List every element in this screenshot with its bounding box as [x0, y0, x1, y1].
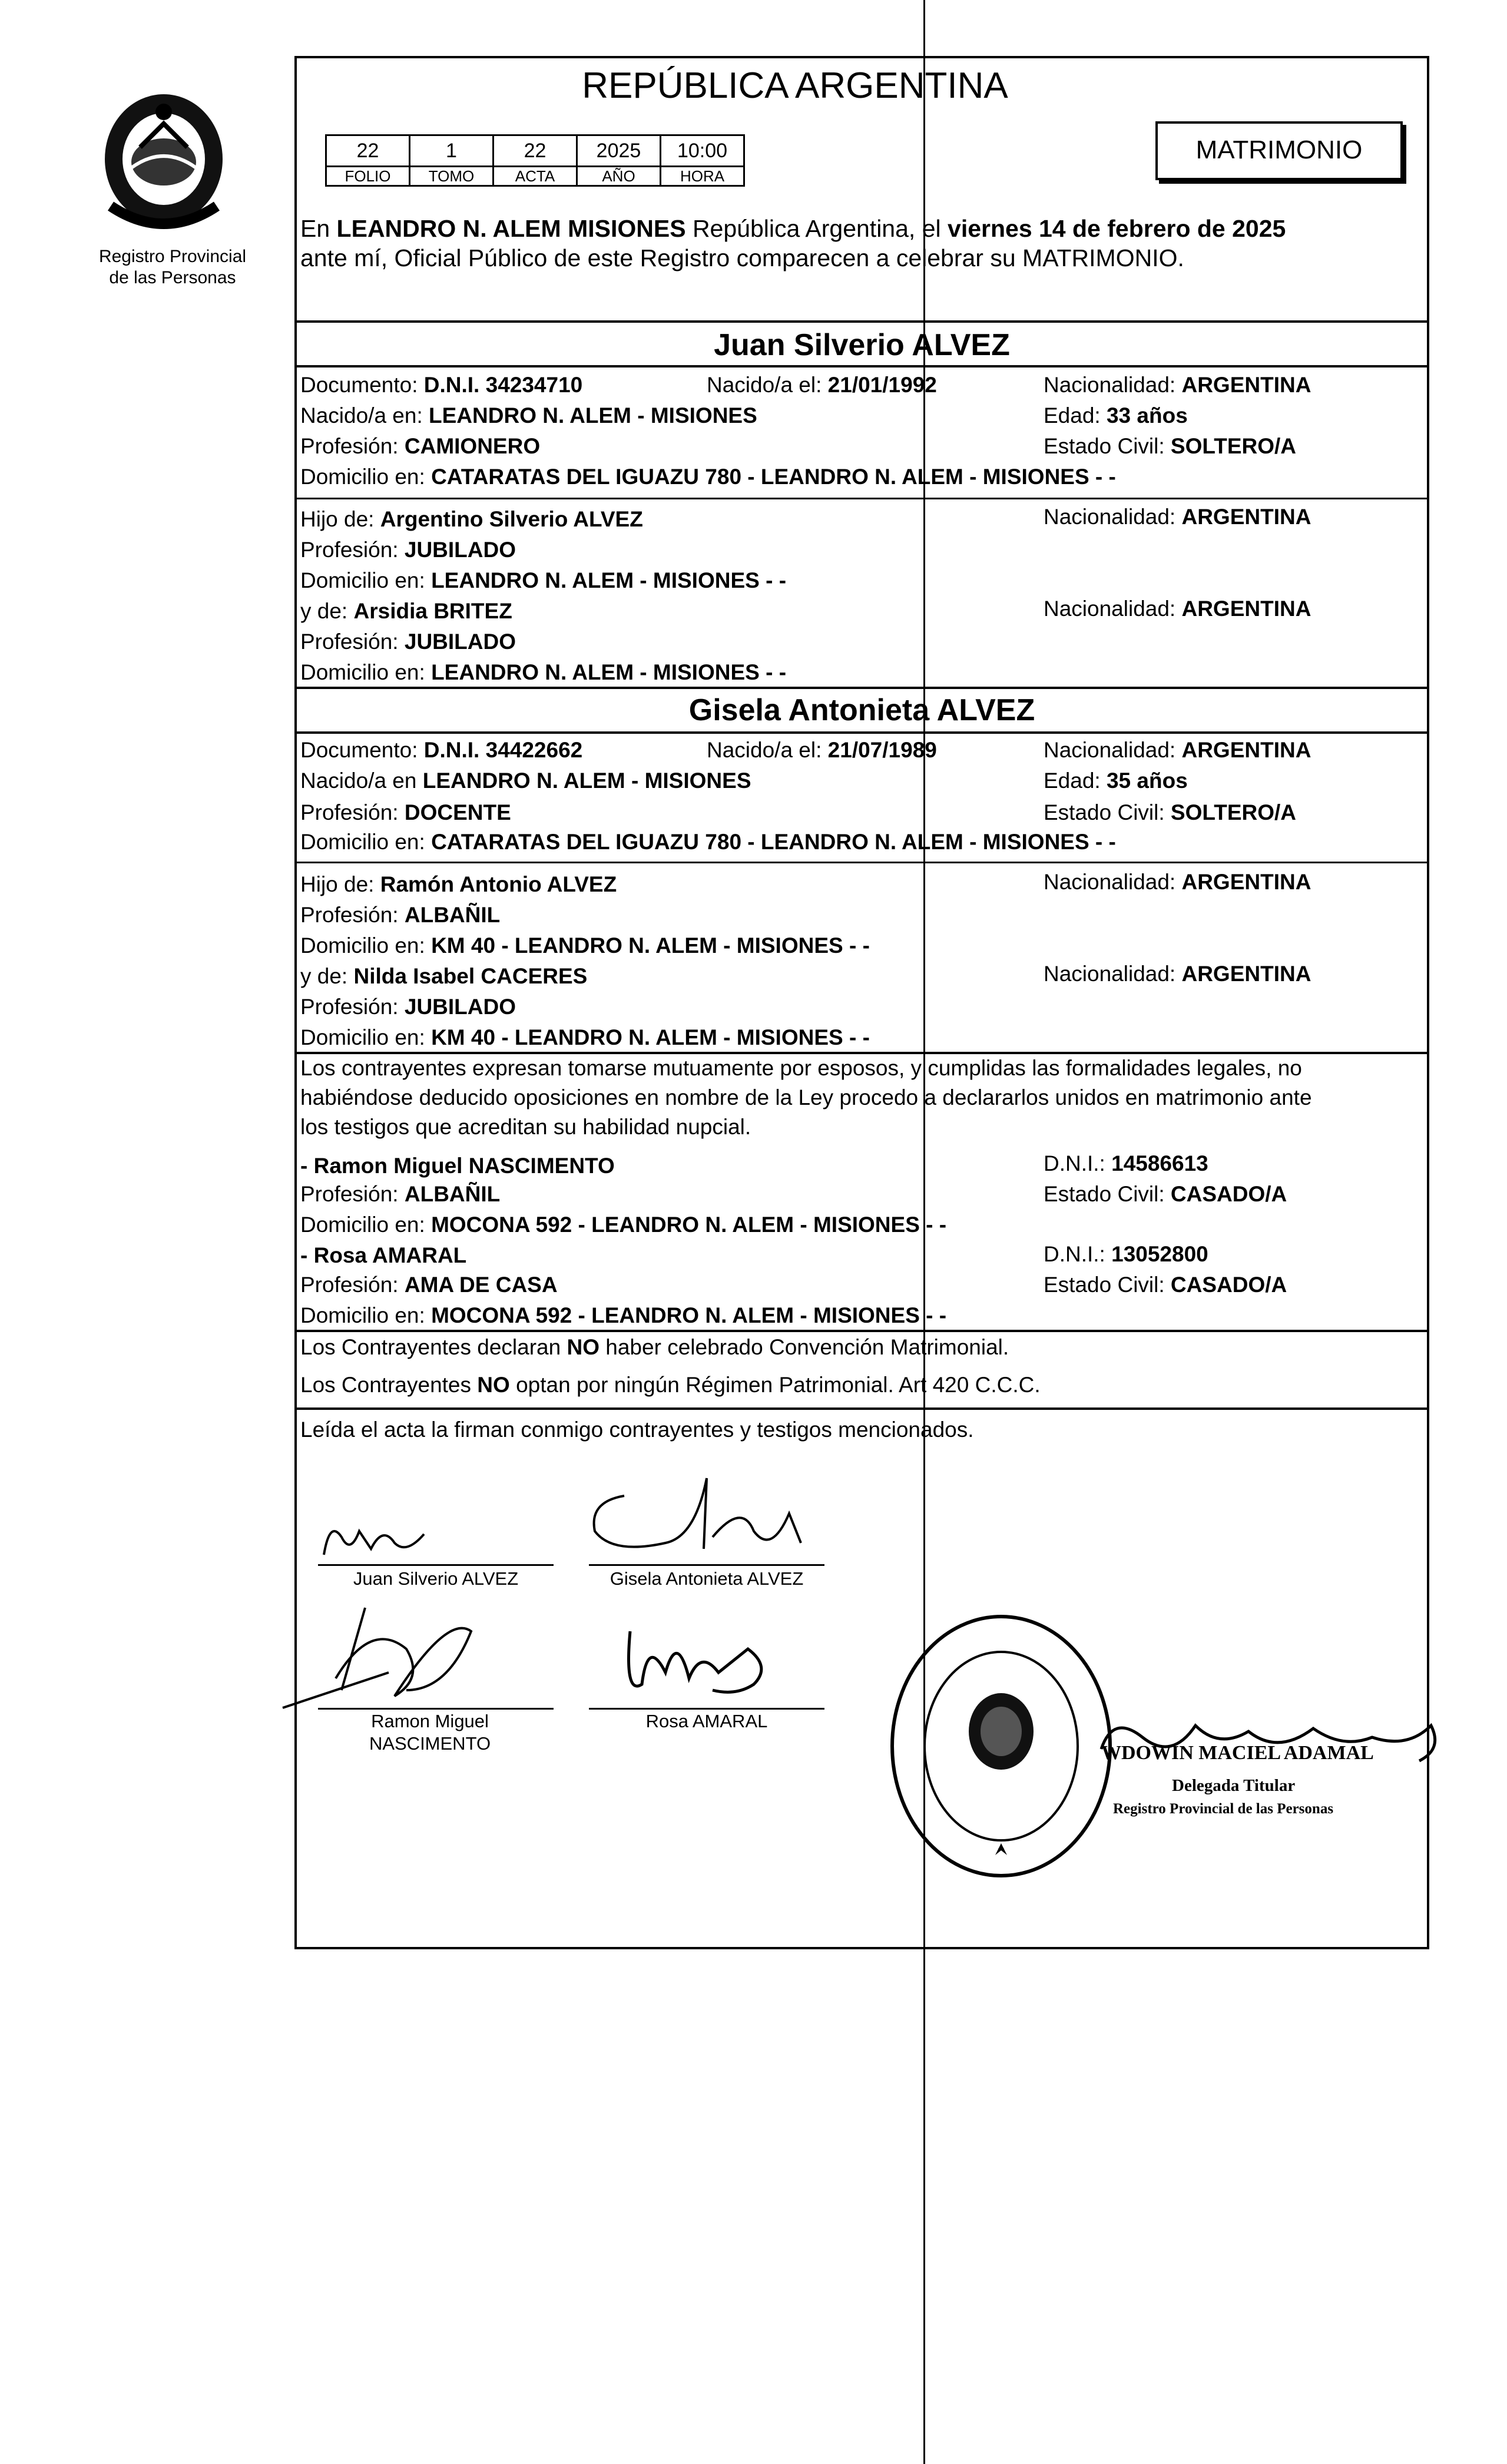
spouse2-father-profession: Profesión: ALBAÑIL	[300, 903, 501, 927]
spouse2-address: Domicilio en: CATARATAS DEL IGUAZU 780 - LEANDRO N. ALEM - MISIONES - -	[300, 830, 1116, 854]
spouse1-birthplace: Nacido/a en: LEANDRO N. ALEM - MISIONES	[300, 403, 757, 428]
spouse2-age: Edad: 35 años	[1044, 769, 1188, 793]
spouse2-name: Gisela Antonieta ALVEZ	[688, 693, 1035, 727]
convention-line-1: Los Contrayentes declaran NO haber celebrado Convención Matrimonial.	[300, 1335, 1009, 1359]
spouse1-civil-status: Estado Civil: SOLTERO/A	[1044, 434, 1297, 458]
divider	[294, 365, 1429, 367]
acta-value: 22	[492, 134, 578, 167]
signature-line	[589, 1708, 824, 1710]
page-title: REPÚBLICA ARGENTINA	[582, 65, 1008, 106]
witness2-address: Domicilio en: MOCONA 592 - LEANDRO N. ALEM - MISIONES - -	[300, 1303, 947, 1327]
spouse2-mother: y de: Nilda Isabel CACERES	[300, 964, 588, 988]
signature-gisela	[577, 1466, 824, 1567]
declaration-line-1: Los contrayentes expresan tomarse mutuamente por esposos, y cumplidas las formalidades legales, no	[300, 1056, 1302, 1080]
signature-line	[318, 1708, 554, 1710]
witness1-name: - Ramon Miguel NASCIMENTO	[300, 1154, 615, 1178]
intro-line-1	[300, 214, 1286, 243]
anio-label: AÑO	[576, 165, 661, 187]
spouse1-father-nationality: Nacionalidad: ARGENTINA	[1044, 505, 1311, 529]
hora-value: 10:00	[660, 134, 745, 167]
signature-rosa	[618, 1614, 795, 1702]
act-type-label: MATRIMONIO	[1195, 135, 1363, 164]
signature-caption-gisela: Gisela Antonieta ALVEZ	[610, 1568, 804, 1589]
spouse2-profession: Profesión: DOCENTE	[300, 800, 511, 824]
intro-prefix: En	[300, 215, 337, 242]
witness1-civil-status: Estado Civil: CASADO/A	[1044, 1182, 1287, 1206]
spouse1-profession: Profesión: CAMIONERO	[300, 434, 541, 458]
signature-caption-rosa: Rosa AMARAL	[645, 1711, 768, 1731]
divider	[294, 687, 1429, 689]
spouse1-father-profession: Profesión: JUBILADO	[300, 538, 516, 562]
tomo-label: TOMO	[409, 165, 494, 187]
spouse2-father: Hijo de: Ramón Antonio ALVEZ	[300, 872, 617, 896]
divider	[294, 731, 1429, 734]
convention-line-2: Los Contrayentes NO optan por ningún Régimen Patrimonial. Art 420 C.C.C.	[300, 1373, 1041, 1397]
tomo-value: 1	[409, 134, 494, 167]
signature-caption-juan: Juan Silverio ALVEZ	[353, 1568, 519, 1589]
signature-line	[318, 1564, 554, 1566]
spouse2-document: Documento: D.N.I. 34422662	[300, 738, 583, 762]
spouse1-mother-address: Domicilio en: LEANDRO N. ALEM - MISIONES - -	[300, 660, 787, 684]
spouse2-birthdate: Nacido/a el: 21/07/1989	[707, 738, 937, 762]
witness2-name: - Rosa AMARAL	[300, 1243, 467, 1267]
spouse1-father: Hijo de: Argentino Silverio ALVEZ	[300, 507, 643, 531]
anio-value: 2025	[576, 134, 661, 167]
spouse2-mother-nationality: Nacionalidad: ARGENTINA	[1044, 962, 1311, 986]
witness2-dni: D.N.I.: 13052800	[1044, 1242, 1208, 1266]
spouse2-birthplace: Nacido/a en LEANDRO N. ALEM - MISIONES	[300, 769, 751, 793]
spouse1-address: Domicilio en: CATARATAS DEL IGUAZU 780 - LEANDRO N. ALEM - MISIONES - -	[300, 465, 1116, 489]
spouse2-mother-profession: Profesión: JUBILADO	[300, 995, 516, 1019]
witness1-dni: D.N.I.: 14586613	[1044, 1151, 1208, 1175]
folio-label: FOLIO	[325, 165, 410, 187]
witness1-profession: Profesión: ALBAÑIL	[300, 1182, 501, 1206]
divider	[294, 498, 1429, 499]
intro-middle: República Argentina, el	[685, 215, 948, 242]
witness2-civil-status: Estado Civil: CASADO/A	[1044, 1273, 1287, 1297]
hora-label: HORA	[660, 165, 745, 187]
signature-ramon	[271, 1596, 554, 1714]
province-logo	[87, 88, 240, 247]
witness1-address: Domicilio en: MOCONA 592 - LEANDRO N. ALEM - MISIONES - -	[300, 1213, 947, 1237]
spouse2-mother-address: Domicilio en: KM 40 - LEANDRO N. ALEM - MISIONES - -	[300, 1025, 870, 1049]
spouse2-father-nationality: Nacionalidad: ARGENTINA	[1044, 870, 1311, 894]
registry-seal	[883, 1608, 1119, 1885]
spouse2-civil-status: Estado Civil: SOLTERO/A	[1044, 800, 1297, 824]
divider	[294, 320, 1429, 323]
declaration-line-3: los testigos que acreditan su habilidad nupcial.	[300, 1115, 751, 1139]
spouse1-age: Edad: 33 años	[1044, 403, 1188, 428]
official-title: Delegada Titular	[1172, 1776, 1296, 1795]
witness2-profession: Profesión: AMA DE CASA	[300, 1273, 558, 1297]
intro-line-2: ante mí, Oficial Público de este Registro comparecen a celebrar su MATRIMONIO.	[300, 244, 1184, 271]
spouse1-father-address: Domicilio en: LEANDRO N. ALEM - MISIONES - -	[300, 568, 787, 592]
spouse1-mother-profession: Profesión: JUBILADO	[300, 630, 516, 654]
intro-date: viernes 14 de febrero de 2025	[948, 215, 1286, 242]
divider	[294, 1330, 1429, 1332]
closing-statement: Leída el acta la firman conmigo contrayentes y testigos mencionados.	[300, 1418, 974, 1442]
logo-caption-1: Registro Provincial	[98, 247, 247, 266]
spouse1-birthdate: Nacido/a el: 21/01/1992	[707, 373, 937, 397]
official-org: Registro Provincial de las Personas	[1113, 1801, 1334, 1817]
official-name: WDOWIN MACIEL ADAMAL	[1101, 1742, 1374, 1764]
spouse2-father-address: Domicilio en: KM 40 - LEANDRO N. ALEM - MISIONES - -	[300, 933, 870, 958]
spouse1-nationality: Nacionalidad: ARGENTINA	[1044, 373, 1311, 397]
declaration-line-2: habiéndose deducido oposiciones en nombre de la Ley procedo a declararlos unidos en matrimonio ante	[300, 1085, 1312, 1110]
spouse1-mother-nationality: Nacionalidad: ARGENTINA	[1044, 597, 1311, 621]
signature-caption-ramon-2: NASCIMENTO	[369, 1733, 491, 1754]
signature-caption-ramon-1: Ramon Miguel	[371, 1711, 489, 1731]
divider	[294, 1407, 1429, 1410]
divider	[294, 862, 1429, 863]
signature-juan	[318, 1513, 436, 1567]
divider	[294, 1052, 1429, 1054]
acta-label: ACTA	[492, 165, 578, 187]
spouse2-nationality: Nacionalidad: ARGENTINA	[1044, 738, 1311, 762]
act-type-box	[1155, 121, 1403, 180]
spouse1-mother: y de: Arsidia BRITEZ	[300, 599, 512, 623]
spouse1-name: Juan Silverio ALVEZ	[714, 328, 1010, 362]
spouse1-document: Documento: D.N.I. 34234710	[300, 373, 583, 397]
folio-value: 22	[325, 134, 410, 167]
intro-place: LEANDRO N. ALEM MISIONES	[336, 215, 686, 242]
signature-line	[589, 1564, 824, 1566]
logo-caption-2: de las Personas	[109, 268, 236, 287]
